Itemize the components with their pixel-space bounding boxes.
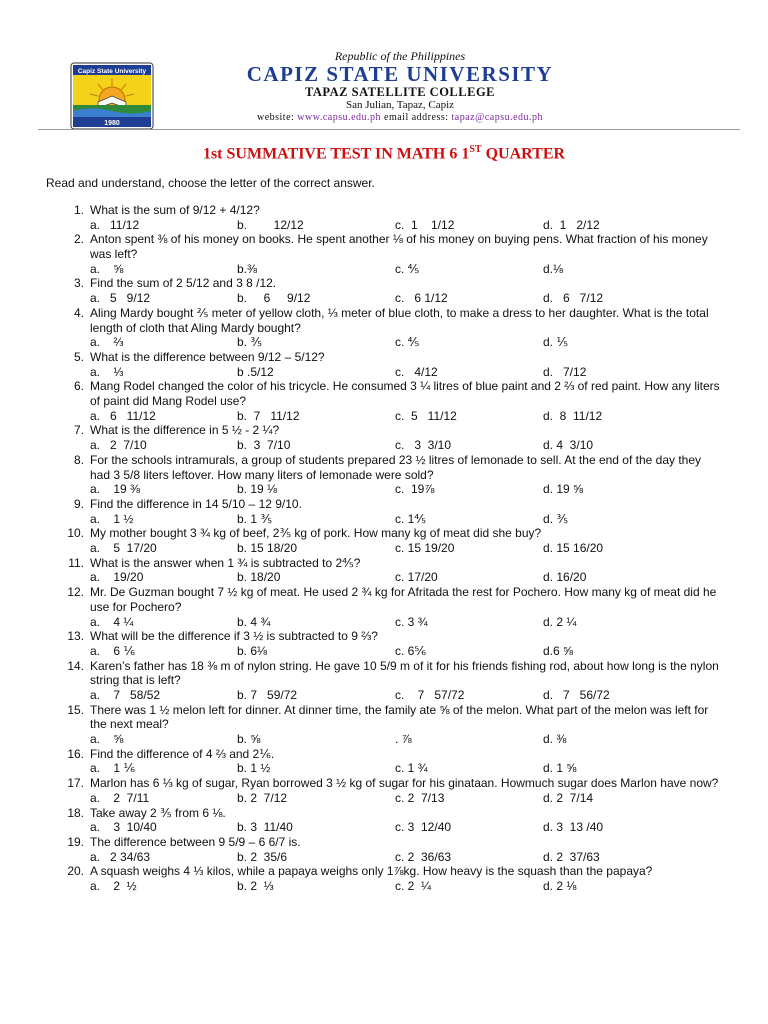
answer-choices xyxy=(0,438,768,453)
answer-choice-b: b. 6 9/12 xyxy=(237,291,311,306)
answer-choice-a: a. ⅔ xyxy=(90,335,124,350)
answer-choice-a: a. ⅝ xyxy=(90,261,124,276)
answer-choice-b: b. 2 7/12 xyxy=(237,790,288,805)
answer-choice-c: c. 2 7/13 xyxy=(395,790,445,805)
question-item xyxy=(0,306,768,350)
question-text: Find the difference in 14 5/10 – 12 9/10. xyxy=(90,496,302,511)
answer-choice-d: d. 15 16/20 xyxy=(543,541,604,556)
answer-choice-c: c. 5 11/12 xyxy=(395,408,457,423)
answer-choice-d: d. ⅗ xyxy=(543,511,568,526)
question-text: Marlon has 6 ⅓ kg of sugar, Ryan borrowed 3 ½ kg of sugar for his ginataan. Howmuch sugar does Marlon have now? xyxy=(90,776,719,791)
question-number: 15. xyxy=(67,702,84,717)
answer-choice-c: c. 2 36/63 xyxy=(395,849,452,864)
answer-choice-b: b .5/12 xyxy=(237,364,274,379)
letterhead xyxy=(0,0,768,132)
question-text: Anton spent ⅜ of his money on books. He spent another ⅛ of his money on buying pens. What fraction of his money was left? xyxy=(90,232,708,262)
question-item xyxy=(0,835,768,864)
answer-choice-c: . ⅞ xyxy=(395,732,412,747)
question-text: Mr. De Guzman bought 7 ½ kg of meat. He used 2 ¾ kg for Afritada the rest for Pochero. How many kg of meat did he use for Pochero? xyxy=(90,585,717,614)
question-item xyxy=(0,747,768,776)
question-item xyxy=(0,497,768,526)
university-seal-logo xyxy=(70,62,154,130)
answer-choices xyxy=(0,262,768,277)
question-item xyxy=(0,232,768,276)
answer-choice-b: b. 1 ½ xyxy=(237,761,271,776)
answer-choice-c: c. 1⅘ xyxy=(395,511,426,526)
answer-choice-c: c. 19⅞ xyxy=(395,482,435,497)
website-link[interactable]: www.capsu.edu.ph xyxy=(297,112,382,123)
question-item xyxy=(0,453,768,497)
header-divider xyxy=(38,129,740,130)
answer-choice-d: d. 7/12 xyxy=(543,364,587,379)
answer-choice-b: b. 15 18/20 xyxy=(237,541,298,556)
question-stem xyxy=(0,497,768,512)
question-number: 10. xyxy=(67,526,84,541)
question-item xyxy=(0,423,768,452)
question-item xyxy=(0,703,768,747)
answer-choices xyxy=(0,791,768,806)
answer-choice-a: a. 3 10/40 xyxy=(90,820,157,835)
question-item xyxy=(0,203,768,232)
answer-choice-a: a. 6 ⅙ xyxy=(90,643,135,658)
question-item xyxy=(0,585,768,629)
question-stem xyxy=(0,423,768,438)
question-number: 5. xyxy=(73,349,84,364)
answer-choice-b: b. 2 35/6 xyxy=(237,849,288,864)
question-stem xyxy=(0,350,768,365)
answer-choice-a: a. ⅓ xyxy=(90,364,124,379)
answer-choice-b: b. 1 ⅗ xyxy=(237,511,272,526)
test-title-tail: QUARTER xyxy=(481,145,566,163)
question-text: Mang Rodel changed the color of his tricycle. He consumed 3 ¼ litres of blue paint and 2 ⅔ of red paint. How any liters of paint did Mang Rodel use? xyxy=(90,379,720,409)
answer-choice-a: a. 4 ¼ xyxy=(90,614,134,629)
answer-choices xyxy=(0,879,768,894)
answer-choice-a: a. 5 9/12 xyxy=(90,291,151,306)
answer-choices xyxy=(0,218,768,233)
college-address: San Julian, Tapaz, Capiz xyxy=(345,99,455,111)
answer-choice-c: c. 17/20 xyxy=(395,570,438,585)
answer-choice-c: c. 6⅚ xyxy=(395,643,426,658)
seal-top-text: Capiz State University xyxy=(77,68,147,75)
answer-choice-c: c. 3 ¾ xyxy=(395,614,428,629)
question-number: 11. xyxy=(68,555,84,570)
answer-choice-b: b. 18/20 xyxy=(237,570,281,585)
answer-choice-a: a. 5 17/20 xyxy=(90,541,157,556)
question-text: What is the answer when 1 ¾ is subtracted to 2⅘? xyxy=(90,555,361,570)
answer-choice-a: a. 6 11/12 xyxy=(90,408,156,423)
answer-choices xyxy=(0,850,768,865)
question-item xyxy=(0,526,768,555)
answer-choice-d: d. 2 37/63 xyxy=(543,849,600,864)
contact-line xyxy=(180,112,620,124)
answer-choice-c: c. 1 ¾ xyxy=(395,761,428,776)
question-number: 7. xyxy=(73,423,84,438)
question-stem xyxy=(0,703,768,732)
question-stem xyxy=(0,659,768,688)
answer-choice-d: d. 2 7/14 xyxy=(543,790,594,805)
answer-choices xyxy=(0,291,768,306)
question-number: 9. xyxy=(73,496,84,511)
question-number: 17. xyxy=(67,776,84,791)
question-stem xyxy=(0,306,768,335)
answer-choice-a: a. 2 34/63 xyxy=(90,849,151,864)
question-text: What is the sum of 9/12 + 4/12? xyxy=(90,203,260,217)
question-number: 16. xyxy=(67,746,84,761)
answer-choice-d: d. 19 ⅝ xyxy=(543,482,584,497)
question-stem xyxy=(0,556,768,571)
answer-choice-b: b. 7 11/12 xyxy=(237,408,300,423)
seal-year: 1980 xyxy=(104,120,120,127)
question-number: 6. xyxy=(73,379,84,394)
question-item xyxy=(0,659,768,703)
answer-choices xyxy=(0,335,768,350)
answer-choice-c: c. 2 ¼ xyxy=(395,879,432,894)
answer-choice-b: b.⅜ xyxy=(237,261,258,276)
answer-choice-c: c. 1 1/12 xyxy=(395,217,455,232)
question-stem xyxy=(0,203,768,218)
question-number: 4. xyxy=(73,305,84,320)
question-stem xyxy=(0,232,768,261)
answer-choice-d: d. 3 13 /40 xyxy=(543,820,604,835)
answer-choice-c: c. 3 3/10 xyxy=(395,438,452,453)
answer-choice-a: a. 7 58/52 xyxy=(90,688,161,702)
answer-choice-d: d. 2 ¼ xyxy=(543,614,577,629)
answer-choice-d: d. 1 2/12 xyxy=(543,217,600,232)
answer-choice-a: a. 1 ⅙ xyxy=(90,761,135,776)
question-stem xyxy=(0,276,768,291)
question-text: Take away 2 ⅗ from 6 ⅛. xyxy=(90,805,226,820)
answer-choices xyxy=(0,570,768,585)
email-label: email address: xyxy=(384,112,449,123)
question-text: The difference between 9 5/9 – 6 6/7 is. xyxy=(90,834,301,849)
answer-choice-d: d.6 ⅝ xyxy=(543,643,574,658)
answer-choices xyxy=(0,820,768,835)
question-number: 13. xyxy=(67,629,84,644)
answer-choice-d: d. 2 ⅛ xyxy=(543,879,577,894)
answer-choice-d: d. 4 3/10 xyxy=(543,438,594,453)
question-text: What will be the difference if 3 ½ is subtracted to 9 ⅔? xyxy=(90,629,378,644)
answer-choice-b: b. 19 ⅛ xyxy=(237,482,278,497)
website-label: website: xyxy=(256,112,295,123)
answer-choice-b: b. 4 ¾ xyxy=(237,614,271,629)
answer-choice-a: a. 2 7/11 xyxy=(90,790,150,805)
question-text: A squash weighs 4 ⅓ kilos, while a papaya weighs only 1⅞kg. How heavy is the squash than the papaya? xyxy=(90,864,653,879)
question-number: 8. xyxy=(73,452,84,467)
answer-choice-b: b. 7 59/72 xyxy=(237,688,298,702)
question-stem xyxy=(0,453,768,482)
answer-choice-b: b. 3 11/40 xyxy=(237,820,293,835)
test-title xyxy=(0,144,768,163)
answer-choices xyxy=(0,365,768,380)
answer-choice-b: b. 3 7/10 xyxy=(237,438,291,453)
question-text: Find the sum of 2 5/12 and 3 8 /12. xyxy=(90,276,277,291)
question-item xyxy=(0,806,768,835)
question-stem xyxy=(0,526,768,541)
question-number: 19. xyxy=(67,834,84,849)
answer-choice-c: c. 7 57/72 xyxy=(395,688,465,702)
answer-choices xyxy=(0,482,768,497)
answer-choice-d: d. 8 11/12 xyxy=(543,408,603,423)
question-text: Aling Mardy bought ⅖ meter of yellow cloth, ⅓ meter of blue cloth, to make a dress to her daughter. What is the total length of cloth that Aling Mardy bought? xyxy=(90,305,709,335)
answer-choices xyxy=(0,732,768,747)
question-number: 2. xyxy=(73,232,84,247)
answer-choice-c: c. 6 1/12 xyxy=(395,291,448,306)
answer-choices xyxy=(0,644,768,659)
question-number: 14. xyxy=(67,658,84,673)
answer-choice-a: a. ⅝ xyxy=(90,732,124,747)
question-stem xyxy=(0,629,768,644)
answer-choice-c: c. 3 12/40 xyxy=(395,820,452,835)
answer-choice-c: c. ⅘ xyxy=(395,335,420,350)
question-stem xyxy=(0,776,768,791)
answer-choice-b: b. 12/12 xyxy=(237,217,304,232)
answer-choices xyxy=(0,688,768,703)
question-stem xyxy=(0,585,768,614)
email-link[interactable]: tapaz@capsu.edu.ph xyxy=(451,112,544,123)
question-stem xyxy=(0,806,768,821)
answer-choice-d: d.⅛ xyxy=(543,261,564,276)
answer-choice-d: d. ⅕ xyxy=(543,335,568,350)
answer-choice-c: c. 15 19/20 xyxy=(395,541,455,556)
test-title-sup: ST xyxy=(469,144,482,155)
instructions: Read and understand, choose the letter of the correct answer. xyxy=(46,176,375,190)
question-item xyxy=(0,276,768,305)
answer-choice-d: d. 7 56/72 xyxy=(543,688,610,702)
question-item xyxy=(0,864,768,893)
question-text: For the schools intramurals, a group of students prepared 23 ½ litres of lemonade to sell. At the end of the day they had 3 5/8 liters leftover. How many liters of lemonade were sold? xyxy=(90,452,702,482)
answer-choice-b: b. ⅝ xyxy=(237,732,261,747)
question-number: 12. xyxy=(67,585,84,600)
question-text: Karen’s father has 18 ⅜ m of nylon string. He gave 10 5/9 m of it for his friends fishing rod, about how long is the nylon string that is left? xyxy=(90,658,719,688)
answer-choices xyxy=(0,512,768,527)
question-stem xyxy=(0,747,768,762)
question-list xyxy=(0,203,768,894)
question-item xyxy=(0,379,768,423)
answer-choice-b: b. 2 ⅓ xyxy=(237,879,274,894)
answer-choice-a: a. 19 ⅜ xyxy=(90,482,141,497)
answer-choice-d: d. ⅜ xyxy=(543,732,567,747)
question-text: What is the difference between 9/12 – 5/12? xyxy=(90,349,325,364)
university-name: CAPIZ STATE UNIVERSITY xyxy=(246,62,554,86)
question-number: 20. xyxy=(67,864,84,879)
question-number: 18. xyxy=(67,805,84,820)
college-name: TAPAZ SATELLITE COLLEGE xyxy=(304,85,496,99)
answer-choice-b: b. ⅗ xyxy=(237,335,262,350)
question-stem xyxy=(0,864,768,879)
letterhead-text xyxy=(180,50,620,124)
answer-choices xyxy=(0,615,768,630)
question-text: Find the difference of 4 ⅔ and 2⅙. xyxy=(90,746,275,761)
republic-line: Republic of the Philippines xyxy=(334,49,466,63)
question-number: 3. xyxy=(73,276,84,291)
question-item xyxy=(0,629,768,658)
question-stem xyxy=(0,379,768,408)
question-stem xyxy=(0,835,768,850)
question-text: What is the difference in 5 ½ - 2 ¼? xyxy=(90,423,280,438)
answer-choice-a: a. 19/20 xyxy=(90,570,144,585)
answer-choices xyxy=(0,761,768,776)
answer-choice-a: a. 1 ½ xyxy=(90,511,134,526)
answer-choice-d: d. 16/20 xyxy=(543,570,587,585)
answer-choices xyxy=(0,409,768,424)
question-item xyxy=(0,556,768,585)
question-number: 1. xyxy=(73,203,84,217)
answer-choice-a: a. 11/12 xyxy=(90,217,140,232)
question-text: My mother bought 3 ¾ kg of beef, 2⅗ kg of pork. How many kg of meat did she buy? xyxy=(90,526,542,541)
question-item xyxy=(0,776,768,805)
answer-choice-a: a. 2 ½ xyxy=(90,879,137,894)
answer-choice-d: d. 6 7/12 xyxy=(543,291,604,306)
test-title-main: 1st SUMMATIVE TEST IN MATH 6 1 xyxy=(202,145,470,163)
question-item xyxy=(0,350,768,379)
question-text: There was 1 ½ melon left for dinner. At dinner time, the family ate ⅝ of the melon. What part of the melon was left for the next meal? xyxy=(90,702,709,732)
answer-choice-a: a. 2 7/10 xyxy=(90,438,147,453)
answer-choice-c: c. 4/12 xyxy=(395,364,438,379)
answer-choices xyxy=(0,541,768,556)
answer-choice-d: d. 1 ⅝ xyxy=(543,761,577,776)
answer-choice-b: b. 6⅛ xyxy=(237,643,268,658)
answer-choice-c: c. ⅘ xyxy=(395,261,420,276)
